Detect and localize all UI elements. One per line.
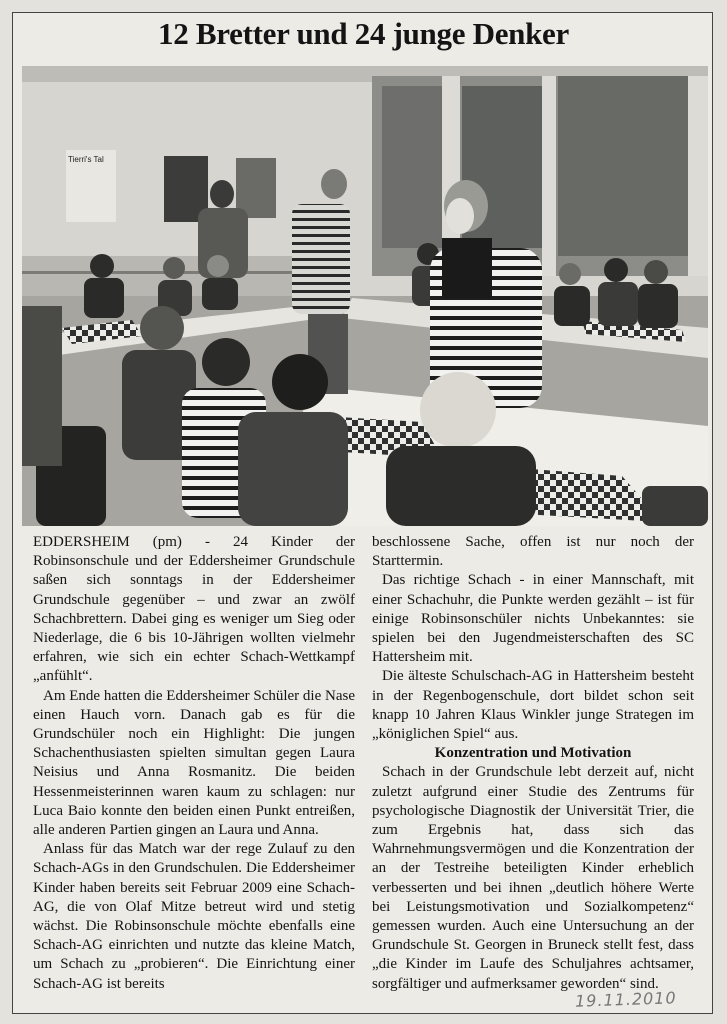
boy-hoodie <box>238 412 348 526</box>
headline: 12 Bretter und 24 junge Denker <box>158 16 569 51</box>
blond-boy-head <box>420 372 496 448</box>
article-paragraph: Am Ende hatten die Eddersheimer Schüler die Nase einen Hauch vorn. Danach gab es für die Grundschüler noch ein Highlight: Die jungen Schachenthusiasten spielten simultan gegen Laura Neisius und Anna Rosmanitz. Die beiden Hessenmeisterinnen waren kaum zu schlagen: nur Luca Baio konnte den beiden einen Punkt entreißen, alle anderen Partien gingen an Laura und Anna. <box>33 687 355 839</box>
date-stamp: 19.11.2010 <box>574 988 677 1011</box>
blond-boy <box>386 446 536 526</box>
girl-striped-back <box>292 204 350 314</box>
article-column-1 <box>33 533 355 994</box>
photo-illustration <box>22 66 708 526</box>
scarf <box>442 238 492 298</box>
article-paragraph: Schach in der Grundschule lebt derzeit auf, nicht zuletzt aufgrund einer Studie des Zentrums für psychologische Diagnostik der Universität Trier, die zum Ergebnis hat, dass sich das Wahrnehmungsvermögen und die Konzentration der an der Testreihe beteiligten Kinder erheblich verbesserten und bei ihnen „deutlich höhere Werte bei Leistungsmotivation und Sozialkompetenz“ gemessen wurden. Auch eine Untersuchung an der Grundschule St. Georgen in Bruneck stellt fest, dass „die Kinder im Laufe des Schuljahres achtsamer, sorgfältiger und aufmerksamer geworden“ sind. <box>372 764 694 992</box>
article-photo <box>22 66 708 526</box>
article-paragraph: beschlossene Sache, offen ist nur noch der Starttermin. <box>372 534 694 570</box>
article-paragraph: Anlass für das Match war der rege Zulauf zu den Schach-AGs in den Grundschulen. Die Eddersheimer Kinder haben bereits seit Februar 2009 eine Schach-AG, die von Olaf Mitze betreut wird und stetig wächst. Die Robinsonschule möchte ebenfalls eine Schach-AG einrichten und nutzte das kleine Match, um Schach zu „probieren“. Die Einrichtung einer Schach-AG ist bereits <box>33 841 355 992</box>
subheading: Konzentration und Motivation <box>434 745 632 762</box>
poster-text: Tierri's Tal <box>68 155 104 164</box>
article-paragraph: Das richtige Schach - in einer Mannschaft, mit einer Schachuhr, die Punkte werden gezählt – ist für einige Robinsonschüler nichts Unbekanntes: sie spielen bei den Jugendmeisterschaften des SC Hattersheim mit. <box>372 572 694 666</box>
article-column-2 <box>372 533 694 994</box>
article-paragraph: EDDERSHEIM (pm) - 24 Kinder der Robinsonschule und der Eddersheimer Grundschule saßen sich sonntags in der Eddersheimer Grundschule gegenüber – und zwar an zwölf Schachbrettern. Dabei ging es weniger um Sieg oder Niederlage, die 6 bis 10-Jährigen wollten vielmehr erfahren, wie sich ein echter Schach-Wettkampf „anfühlt“. <box>33 534 355 685</box>
article-paragraph: Die älteste Schulschach-AG in Hattersheim besteht in der Regenbogenschule, dort bildet schon seit knapp 10 Jahren Klaus Winkler junge Strategen im „königlichen Spiel“ aus. <box>372 668 694 743</box>
